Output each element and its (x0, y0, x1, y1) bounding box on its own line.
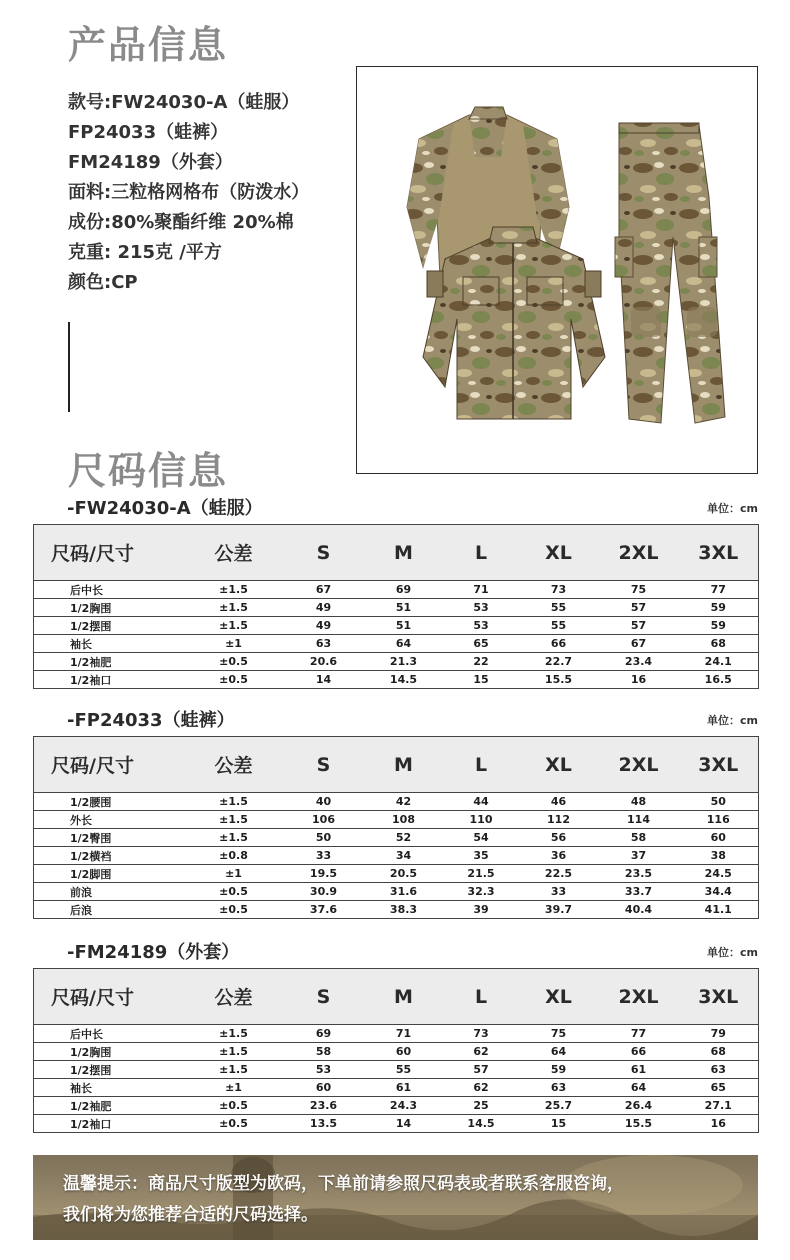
table-row (34, 1025, 759, 1043)
size-value-cell: 32.3 (444, 883, 519, 901)
size-value-cell: 57 (599, 617, 679, 635)
size-value-cell: 66 (519, 635, 599, 653)
column-header: L (444, 737, 519, 793)
table-row (34, 1079, 759, 1097)
product-spec-list (68, 88, 309, 298)
size-value-cell: 14 (364, 1115, 444, 1133)
size-value-cell: 49 (284, 599, 364, 617)
size-value-cell: 26.4 (599, 1097, 679, 1115)
size-value-cell: 38 (679, 847, 759, 865)
table-row (34, 847, 759, 865)
table-header-row (34, 525, 759, 581)
size-value-cell: 71 (364, 1025, 444, 1043)
size-value-cell: 15 (444, 671, 519, 689)
column-header: M (364, 737, 444, 793)
size-value-cell: 41.1 (679, 901, 759, 919)
size-value-cell: 14.5 (364, 671, 444, 689)
size-table-jacket (33, 938, 758, 1133)
size-value-cell: 64 (364, 635, 444, 653)
size-value-cell: 19.5 (284, 865, 364, 883)
size-table (33, 736, 759, 919)
size-value-cell: 24.1 (679, 653, 759, 671)
size-value-cell: 14 (284, 671, 364, 689)
size-value-cell: 34 (364, 847, 444, 865)
size-value-cell: 21.3 (364, 653, 444, 671)
size-value-cell: 15 (519, 1115, 599, 1133)
tolerance-cell: ±0.5 (184, 653, 284, 671)
size-value-cell: 53 (444, 599, 519, 617)
unit-label: 单位：cm (707, 502, 758, 515)
table-header-row (34, 969, 759, 1025)
size-value-cell: 50 (679, 793, 759, 811)
tolerance-cell: ±1.5 (184, 811, 284, 829)
column-header: M (364, 969, 444, 1025)
size-value-cell: 60 (364, 1043, 444, 1061)
size-table (33, 968, 759, 1133)
table-row (34, 829, 759, 847)
size-value-cell: 53 (284, 1061, 364, 1079)
measurement-name: 袖长 (34, 1079, 184, 1097)
size-value-cell: 40.4 (599, 901, 679, 919)
size-value-cell: 15.5 (599, 1115, 679, 1133)
size-value-cell: 63 (284, 635, 364, 653)
tolerance-cell: ±0.8 (184, 847, 284, 865)
size-value-cell: 14.5 (444, 1115, 519, 1133)
size-value-cell: 65 (444, 635, 519, 653)
table-row (34, 599, 759, 617)
size-value-cell: 68 (679, 635, 759, 653)
table-title: -FP24033（蛙裤） (67, 710, 235, 731)
column-header: S (284, 737, 364, 793)
size-value-cell: 56 (519, 829, 599, 847)
table-header-row (34, 737, 759, 793)
size-value-cell: 16 (679, 1115, 759, 1133)
size-value-cell: 34.4 (679, 883, 759, 901)
decorative-divider (68, 322, 70, 412)
size-value-cell: 24.5 (679, 865, 759, 883)
measurement-name: 1/2腰围 (34, 793, 184, 811)
size-value-cell: 75 (519, 1025, 599, 1043)
column-header: 3XL (679, 969, 759, 1025)
size-value-cell: 64 (599, 1079, 679, 1097)
size-value-cell: 23.6 (284, 1097, 364, 1115)
size-value-cell: 33.7 (599, 883, 679, 901)
size-value-cell: 60 (679, 829, 759, 847)
size-value-cell: 39.7 (519, 901, 599, 919)
tolerance-cell: ±1.5 (184, 581, 284, 599)
size-value-cell: 73 (444, 1025, 519, 1043)
size-value-cell: 62 (444, 1079, 519, 1097)
size-value-cell: 27.1 (679, 1097, 759, 1115)
measurement-name: 1/2袖肥 (34, 653, 184, 671)
size-value-cell: 38.3 (364, 901, 444, 919)
table-row (34, 581, 759, 599)
size-value-cell: 79 (679, 1025, 759, 1043)
size-value-cell: 16.5 (679, 671, 759, 689)
table-row (34, 635, 759, 653)
size-value-cell: 21.5 (444, 865, 519, 883)
size-table-pants (33, 706, 758, 919)
size-value-cell: 22.7 (519, 653, 599, 671)
spec-style-number: 款号:FW24030-A（蛙服） (68, 92, 300, 113)
table-row (34, 865, 759, 883)
table-row (34, 793, 759, 811)
size-value-cell: 36 (519, 847, 599, 865)
column-header: 公差 (184, 737, 284, 793)
notice-text (63, 1169, 624, 1231)
size-value-cell: 46 (519, 793, 599, 811)
measurement-name: 前浪 (34, 883, 184, 901)
size-value-cell: 54 (444, 829, 519, 847)
size-value-cell: 33 (519, 883, 599, 901)
tolerance-cell: ±1 (184, 865, 284, 883)
measurement-name: 1/2胸围 (34, 599, 184, 617)
spec-weight: 克重: 215克 /平方 (68, 242, 222, 263)
size-value-cell: 66 (599, 1043, 679, 1061)
size-value-cell: 55 (519, 617, 599, 635)
table-row (34, 1043, 759, 1061)
size-value-cell: 15.5 (519, 671, 599, 689)
size-value-cell: 55 (519, 599, 599, 617)
column-header: 公差 (184, 969, 284, 1025)
size-value-cell: 64 (519, 1043, 599, 1061)
size-value-cell: 42 (364, 793, 444, 811)
size-info-title: 尺码信息 (68, 449, 229, 493)
tolerance-cell: ±1 (184, 635, 284, 653)
measurement-name: 1/2脚围 (34, 865, 184, 883)
column-header: 2XL (599, 525, 679, 581)
measurement-name: 后浪 (34, 901, 184, 919)
size-value-cell: 23.5 (599, 865, 679, 883)
size-value-cell: 59 (679, 599, 759, 617)
size-value-cell: 77 (599, 1025, 679, 1043)
size-value-cell: 51 (364, 617, 444, 635)
column-header: 尺码/尺寸 (34, 525, 184, 581)
size-value-cell: 22 (444, 653, 519, 671)
size-value-cell: 63 (519, 1079, 599, 1097)
column-header: 2XL (599, 737, 679, 793)
size-value-cell: 77 (679, 581, 759, 599)
measurement-name: 1/2臀围 (34, 829, 184, 847)
size-value-cell: 59 (679, 617, 759, 635)
size-value-cell: 114 (599, 811, 679, 829)
size-value-cell: 20.6 (284, 653, 364, 671)
size-value-cell: 39 (444, 901, 519, 919)
size-value-cell: 55 (364, 1061, 444, 1079)
size-value-cell: 30.9 (284, 883, 364, 901)
size-value-cell: 61 (599, 1061, 679, 1079)
column-header: 尺码/尺寸 (34, 969, 184, 1025)
size-value-cell: 49 (284, 617, 364, 635)
table-row (34, 617, 759, 635)
product-photo (356, 66, 758, 474)
notice-banner (33, 1155, 758, 1240)
unit-label: 单位：cm (707, 714, 758, 727)
column-header: 3XL (679, 525, 759, 581)
notice-line-1: 温馨提示：商品尺寸版型为欧码，下单前请参照尺码表或者联系客服咨询， (63, 1174, 624, 1194)
measurement-name: 1/2横裆 (34, 847, 184, 865)
size-value-cell: 110 (444, 811, 519, 829)
measurement-name: 1/2胸围 (34, 1043, 184, 1061)
size-value-cell: 20.5 (364, 865, 444, 883)
tolerance-cell: ±1.5 (184, 599, 284, 617)
size-value-cell: 13.5 (284, 1115, 364, 1133)
column-header: XL (519, 737, 599, 793)
measurement-name: 后中长 (34, 1025, 184, 1043)
product-info-title: 产品信息 (68, 23, 229, 67)
size-value-cell: 75 (599, 581, 679, 599)
size-value-cell: 106 (284, 811, 364, 829)
size-value-cell: 35 (444, 847, 519, 865)
size-value-cell: 25 (444, 1097, 519, 1115)
tolerance-cell: ±0.5 (184, 1097, 284, 1115)
tolerance-cell: ±1.5 (184, 1025, 284, 1043)
size-value-cell: 44 (444, 793, 519, 811)
size-value-cell: 60 (284, 1079, 364, 1097)
measurement-name: 1/2袖口 (34, 1115, 184, 1133)
size-value-cell: 67 (599, 635, 679, 653)
tolerance-cell: ±1.5 (184, 1043, 284, 1061)
tolerance-cell: ±0.5 (184, 1115, 284, 1133)
tolerance-cell: ±1.5 (184, 793, 284, 811)
column-header: 公差 (184, 525, 284, 581)
size-value-cell: 57 (444, 1061, 519, 1079)
size-value-cell: 68 (679, 1043, 759, 1061)
size-value-cell: 71 (444, 581, 519, 599)
size-value-cell: 58 (284, 1043, 364, 1061)
column-header: M (364, 525, 444, 581)
size-value-cell: 58 (599, 829, 679, 847)
column-header: 尺码/尺寸 (34, 737, 184, 793)
tolerance-cell: ±1.5 (184, 1061, 284, 1079)
size-value-cell: 69 (364, 581, 444, 599)
column-header: L (444, 969, 519, 1025)
size-value-cell: 23.4 (599, 653, 679, 671)
column-header: XL (519, 525, 599, 581)
size-value-cell: 37.6 (284, 901, 364, 919)
size-value-cell: 16 (599, 671, 679, 689)
spec-pants-number: FP24033（蛙裤） (68, 122, 229, 143)
size-value-cell: 69 (284, 1025, 364, 1043)
spec-color: 颜色:CP (68, 272, 138, 293)
size-table (33, 524, 759, 689)
measurement-name: 1/2摆围 (34, 1061, 184, 1079)
size-value-cell: 48 (599, 793, 679, 811)
table-row (34, 901, 759, 919)
table-row (34, 1097, 759, 1115)
camo-uniform-illustration (357, 67, 758, 474)
size-value-cell: 65 (679, 1079, 759, 1097)
size-value-cell: 112 (519, 811, 599, 829)
size-value-cell: 31.6 (364, 883, 444, 901)
table-row (34, 653, 759, 671)
measurement-name: 1/2袖口 (34, 671, 184, 689)
measurement-name: 1/2摆围 (34, 617, 184, 635)
size-value-cell: 67 (284, 581, 364, 599)
size-value-cell: 50 (284, 829, 364, 847)
column-header: XL (519, 969, 599, 1025)
size-value-cell: 62 (444, 1043, 519, 1061)
size-value-cell: 40 (284, 793, 364, 811)
measurement-name: 1/2袖肥 (34, 1097, 184, 1115)
size-value-cell: 57 (599, 599, 679, 617)
column-header: L (444, 525, 519, 581)
size-value-cell: 24.3 (364, 1097, 444, 1115)
size-value-cell: 108 (364, 811, 444, 829)
tolerance-cell: ±1.5 (184, 829, 284, 847)
column-header: 3XL (679, 737, 759, 793)
tolerance-cell: ±0.5 (184, 671, 284, 689)
size-value-cell: 22.5 (519, 865, 599, 883)
table-row (34, 883, 759, 901)
size-value-cell: 25.7 (519, 1097, 599, 1115)
table-row (34, 671, 759, 689)
table-row (34, 1061, 759, 1079)
size-value-cell: 73 (519, 581, 599, 599)
measurement-name: 袖长 (34, 635, 184, 653)
size-value-cell: 51 (364, 599, 444, 617)
size-table-shirt (33, 494, 758, 689)
tolerance-cell: ±0.5 (184, 883, 284, 901)
size-value-cell: 37 (599, 847, 679, 865)
spec-composition: 成份:80%聚酯纤维 20%棉 (68, 212, 294, 233)
table-title: -FW24030-A（蛙服） (67, 498, 263, 519)
size-value-cell: 59 (519, 1061, 599, 1079)
size-value-cell: 116 (679, 811, 759, 829)
table-title: -FM24189（外套） (67, 942, 240, 963)
spec-fabric: 面料:三粒格网格布（防泼水） (68, 182, 310, 203)
column-header: S (284, 525, 364, 581)
size-value-cell: 52 (364, 829, 444, 847)
measurement-name: 外长 (34, 811, 184, 829)
notice-line-2: 我们将为您推荐合适的尺码选择。 (63, 1205, 318, 1225)
size-value-cell: 53 (444, 617, 519, 635)
column-header: S (284, 969, 364, 1025)
column-header: 2XL (599, 969, 679, 1025)
size-value-cell: 61 (364, 1079, 444, 1097)
tolerance-cell: ±1 (184, 1079, 284, 1097)
unit-label: 单位：cm (707, 946, 758, 959)
size-value-cell: 63 (679, 1061, 759, 1079)
size-value-cell: 33 (284, 847, 364, 865)
table-row (34, 811, 759, 829)
measurement-name: 后中长 (34, 581, 184, 599)
spec-jacket-number: FM24189（外套） (68, 152, 233, 173)
tolerance-cell: ±1.5 (184, 617, 284, 635)
tolerance-cell: ±0.5 (184, 901, 284, 919)
table-row (34, 1115, 759, 1133)
